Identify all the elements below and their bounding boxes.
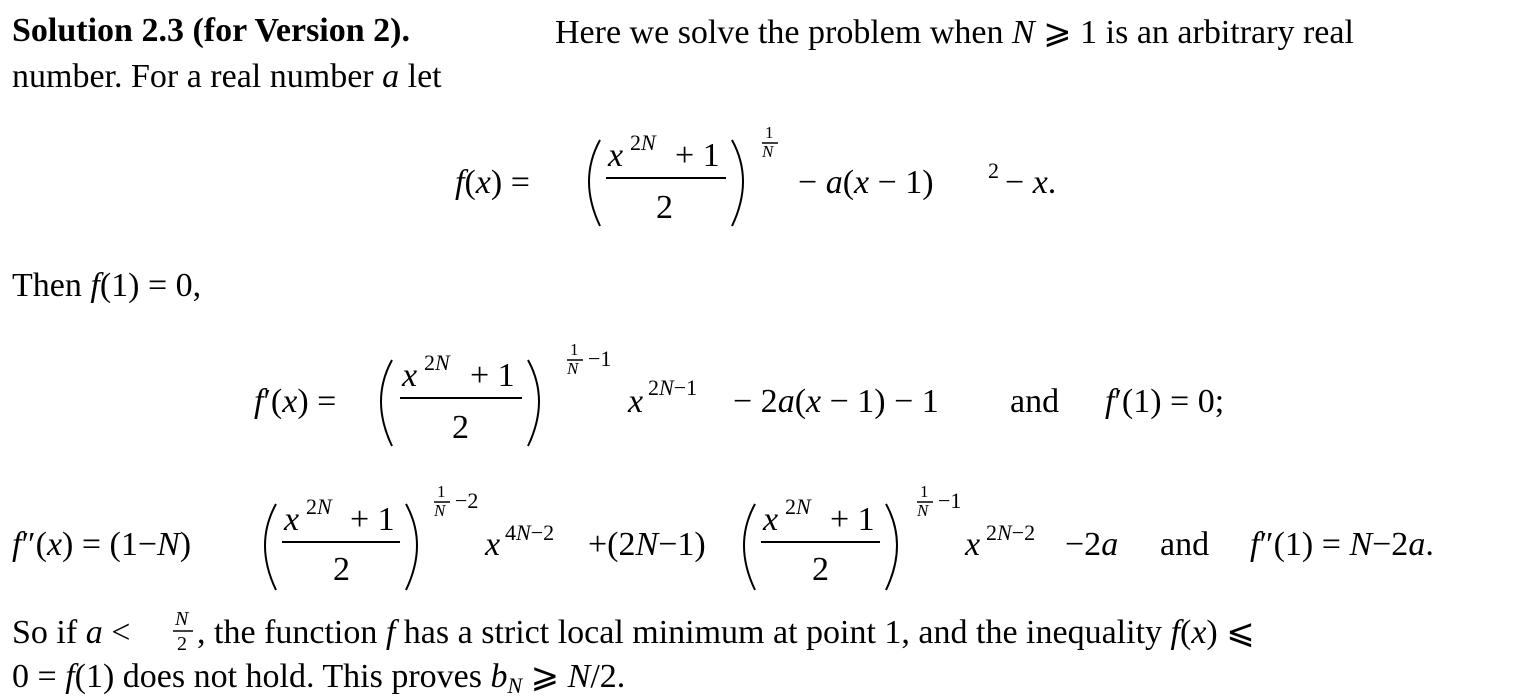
svg-text:−2: −2 xyxy=(455,488,479,513)
intro-line-1: Here we solve the problem when N ⩾ 1 is an arbitrary real xyxy=(555,14,1354,51)
svg-text:1: 1 xyxy=(570,340,579,359)
svg-text:f′(x) =: f′(x) = xyxy=(254,383,337,420)
svg-text:x: x xyxy=(485,526,501,563)
svg-text:x: x xyxy=(402,357,418,394)
svg-text:f′(1) = 0;: f′(1) = 0; xyxy=(1105,383,1225,420)
svg-text:x: x xyxy=(628,383,644,420)
svg-text:x: x xyxy=(763,501,779,538)
then-text: Then f(1) = 0, xyxy=(12,267,202,304)
svg-text:2N: 2N xyxy=(785,494,811,519)
svg-text:−1: −1 xyxy=(938,488,962,513)
svg-text:So if a <: So if a < xyxy=(12,614,131,651)
svg-text:2: 2 xyxy=(656,189,673,226)
svg-text:−2a: −2a xyxy=(1065,526,1119,563)
svg-text:+(2N−1): +(2N−1) xyxy=(588,526,706,563)
svg-text:+ 1: + 1 xyxy=(350,501,395,538)
svg-text:N: N xyxy=(917,501,929,520)
equation-f-prime xyxy=(254,340,1224,446)
svg-text:2: 2 xyxy=(452,409,469,446)
svg-text:− a(x − 1): − a(x − 1) xyxy=(798,164,934,201)
svg-text:1: 1 xyxy=(765,123,774,142)
svg-text:2N−1: 2N−1 xyxy=(648,375,698,400)
svg-text:and: and xyxy=(1160,526,1210,563)
svg-text:4N−2: 4N−2 xyxy=(505,520,555,545)
equation-f-double-prime xyxy=(12,482,1434,590)
svg-text:+ 1: + 1 xyxy=(470,357,515,394)
svg-text:f″(x) = (1−N): f″(x) = (1−N) xyxy=(12,526,192,563)
svg-text:f″(1) = N−2a.: f″(1) = N−2a. xyxy=(1250,526,1434,563)
svg-text:2: 2 xyxy=(812,551,829,588)
svg-text:−1: −1 xyxy=(588,346,612,371)
svg-text:2: 2 xyxy=(177,633,187,655)
svg-text:x: x xyxy=(965,526,981,563)
svg-text:− 2a(x − 1) − 1: − 2a(x − 1) − 1 xyxy=(733,383,939,420)
svg-text:+ 1: + 1 xyxy=(675,137,720,174)
svg-text:N: N xyxy=(567,359,579,378)
svg-text:f(x) =: f(x) = xyxy=(455,164,530,201)
svg-text:1: 1 xyxy=(920,482,929,501)
solution-title: Solution 2.3 (for Version 2). xyxy=(12,12,410,49)
conclusion-line-2: 0 = f(1) does not hold. This proves bN ⩾ N/2. xyxy=(12,658,626,697)
conclusion-line-1 xyxy=(12,608,1255,655)
svg-text:x: x xyxy=(284,501,300,538)
svg-text:and: and xyxy=(1010,383,1060,420)
svg-text:2N−2: 2N−2 xyxy=(986,520,1036,545)
equation-f-definition xyxy=(455,123,1056,226)
svg-text:N: N xyxy=(434,501,446,520)
svg-text:x: x xyxy=(608,137,624,174)
svg-text:, the function f has a strict: , the function f has a strict local minimum at point 1, and the inequality f(x) ⩽ xyxy=(197,614,1255,651)
svg-text:N: N xyxy=(175,608,189,630)
svg-text:− x.: − x. xyxy=(1005,164,1057,201)
svg-text:2N: 2N xyxy=(424,350,450,375)
svg-text:2N: 2N xyxy=(306,494,332,519)
svg-text:N: N xyxy=(762,142,774,161)
intro-line-2: number. For a real number a let xyxy=(12,58,442,95)
svg-text:+ 1: + 1 xyxy=(830,501,875,538)
svg-text:2: 2 xyxy=(988,158,999,183)
svg-text:2N: 2N xyxy=(630,130,656,155)
svg-text:2: 2 xyxy=(333,551,350,588)
svg-text:1: 1 xyxy=(437,482,446,501)
